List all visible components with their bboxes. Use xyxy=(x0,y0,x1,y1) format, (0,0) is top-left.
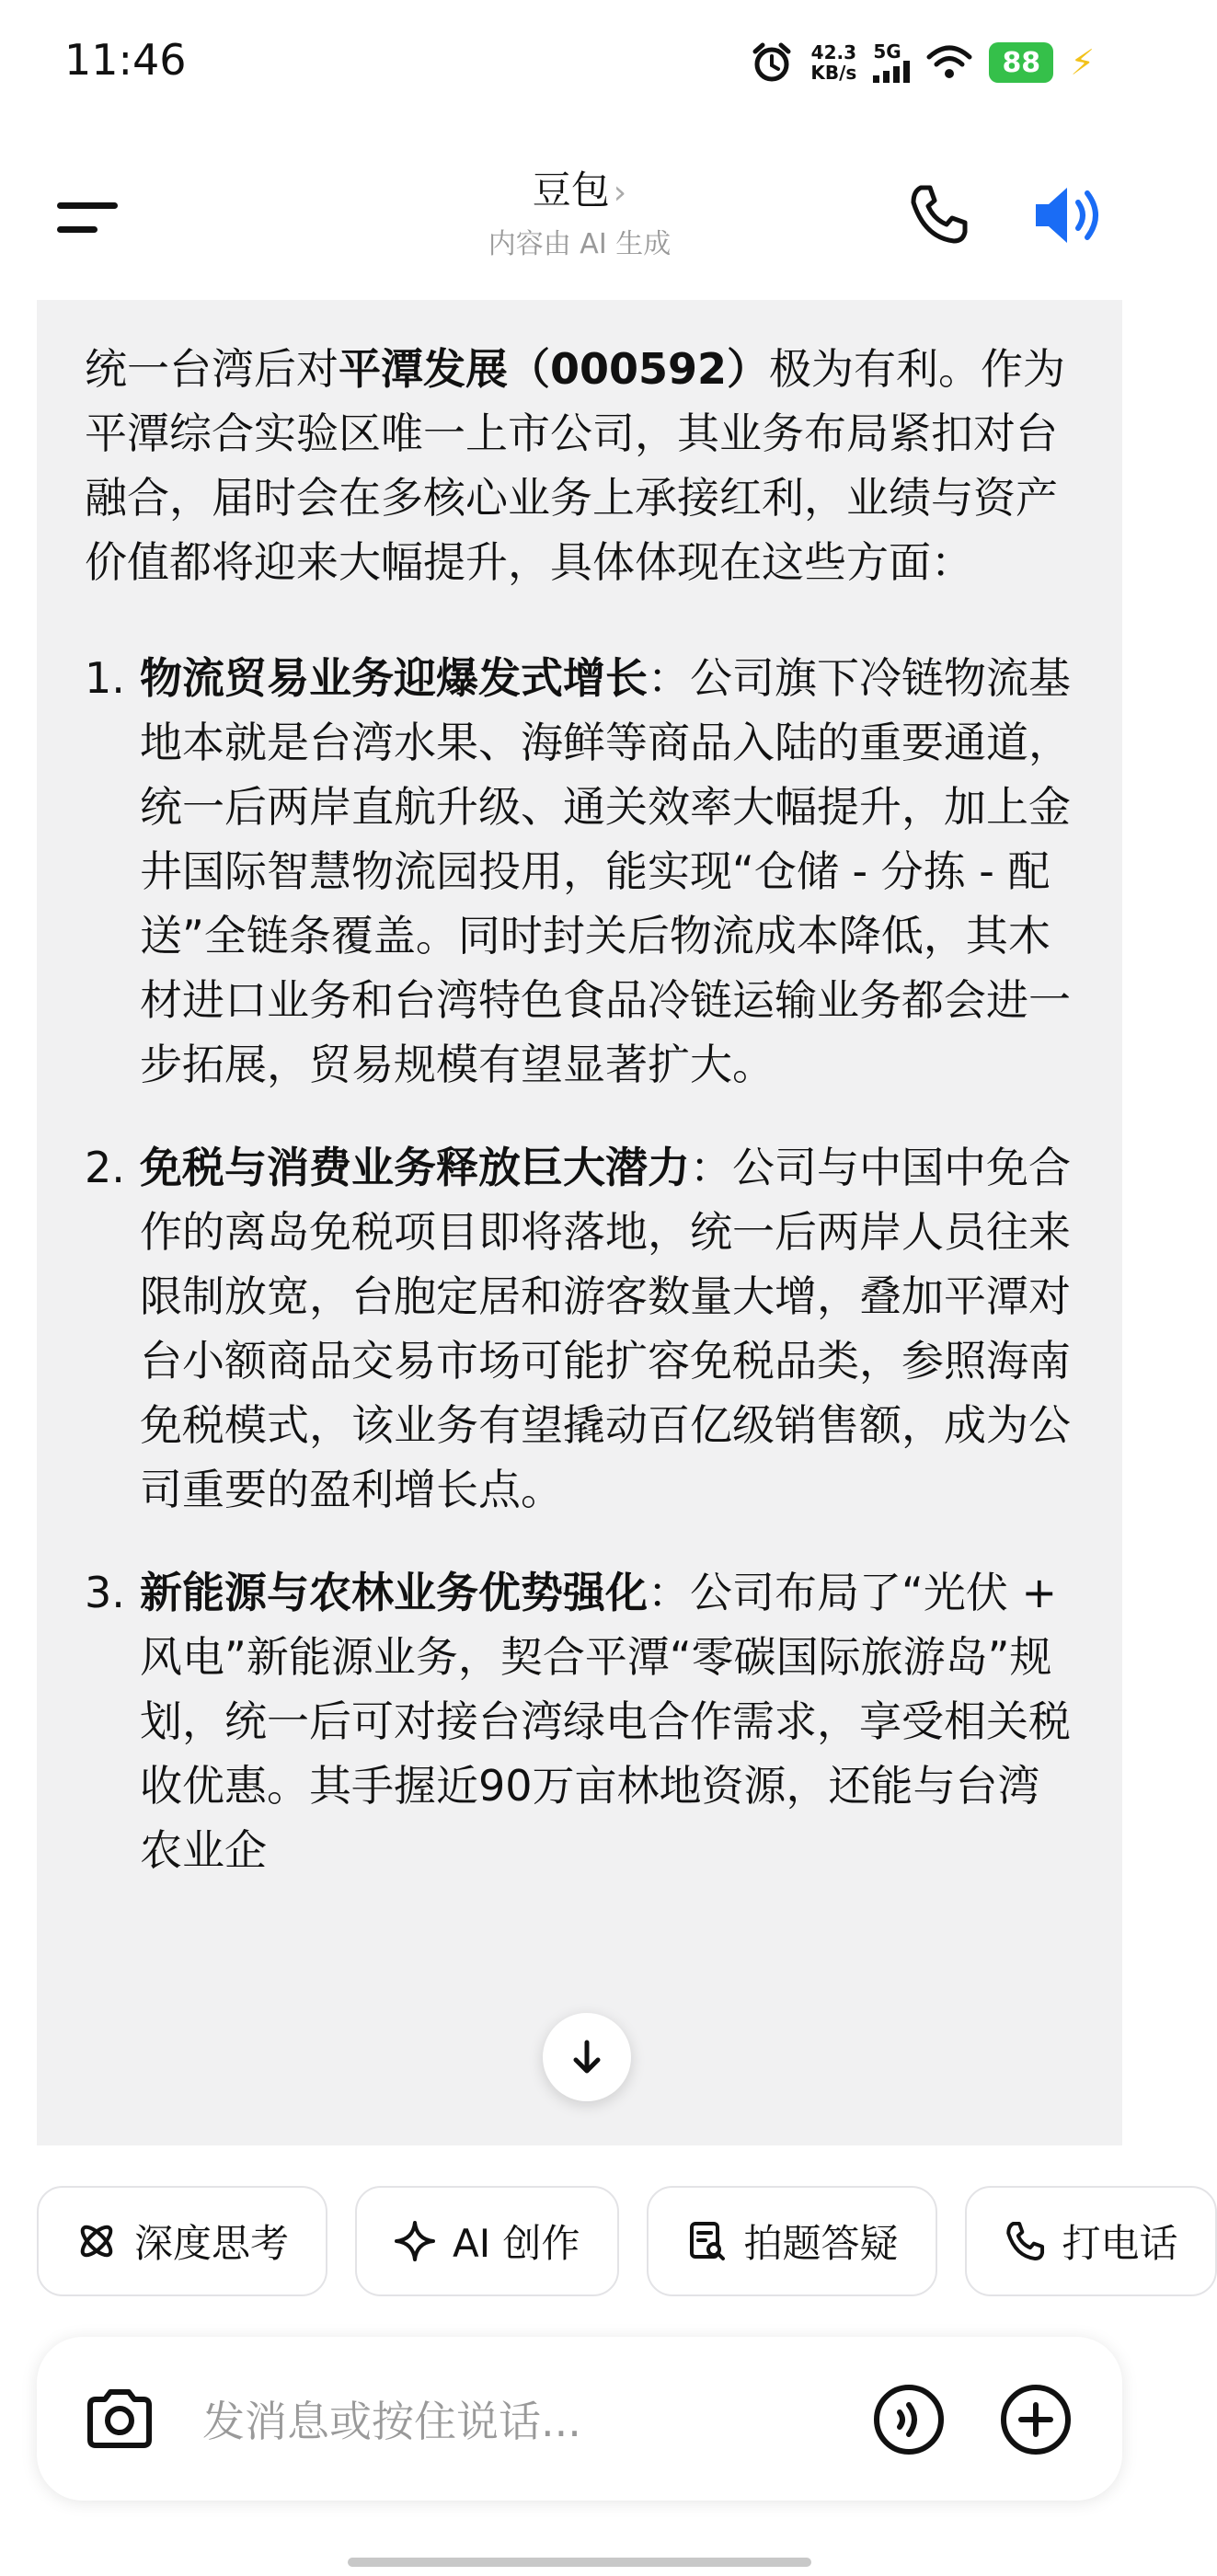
intro-suffix: 极为有利。作为平潭综合实验区唯一上市公司，其业务布局紧扣对台融合，届时会在多核心业务上承接红利，业绩与资产价值都将迎来大幅提升，具体体现在这些方面： xyxy=(85,344,1066,587)
chip-deep-think[interactable] xyxy=(37,2186,327,2296)
message-content xyxy=(85,337,1078,1921)
quick-action-chips xyxy=(37,2186,1217,2300)
intro-bold: 平潭发展（000592） xyxy=(339,344,770,394)
scan-doc-icon xyxy=(685,2220,728,2262)
list-item-heading: 免税与消费业务释放巨大潜力 xyxy=(140,1143,690,1192)
analysis-list xyxy=(85,646,1078,1882)
status-bar xyxy=(0,0,1159,129)
phone-icon xyxy=(1004,2220,1046,2262)
atom-icon xyxy=(75,2220,118,2262)
list-item-number: 3. xyxy=(85,1568,125,1617)
speaker-icon[interactable] xyxy=(1030,178,1113,252)
chevron-right-icon: › xyxy=(613,174,627,212)
ai-generated-note: 内容由 AI 生成 xyxy=(488,228,672,260)
phone-call-icon[interactable] xyxy=(906,182,970,247)
status-time: 11:46 xyxy=(64,35,187,85)
message-input[interactable]: 发消息或按住说话... xyxy=(202,2397,581,2446)
chip-phone-call[interactable] xyxy=(965,2186,1217,2296)
header-title-block[interactable] xyxy=(0,160,1159,261)
list-item xyxy=(85,1135,1078,1522)
list-item-number: 1. xyxy=(85,653,125,703)
chip-photo-question[interactable] xyxy=(647,2186,937,2296)
list-item-text: ：公司布局了“光伏 + 风电”新能源业务，契合平潭“零碳国际旅游岛”规划，统一后可对接台湾绿电合作需求，享受相关税收优惠。其手握近90万亩林地资源，还能与台湾农业企 xyxy=(140,1568,1071,1875)
intro-prefix: 统一台湾后对 xyxy=(85,344,339,394)
list-item-number: 2. xyxy=(85,1143,125,1192)
message-input-bar xyxy=(37,2337,1122,2501)
chat-header xyxy=(0,156,1159,294)
charging-icon: ⚡ xyxy=(1070,42,1095,83)
add-icon[interactable] xyxy=(999,2383,1073,2456)
list-item-heading: 物流贸易业务迎爆发式增长 xyxy=(140,653,648,703)
alarm-icon xyxy=(750,40,794,85)
net-speed-value: 42.3 xyxy=(810,41,857,63)
chip-ai-create[interactable] xyxy=(355,2186,618,2296)
chip-label: AI 创作 xyxy=(453,2221,580,2266)
wifi-icon xyxy=(926,44,972,81)
home-indicator[interactable] xyxy=(348,2558,811,2567)
page-title[interactable]: 豆包 xyxy=(532,167,610,213)
chip-label: 打电话 xyxy=(1062,2221,1178,2266)
voice-call-icon[interactable] xyxy=(872,2383,946,2456)
sparkle-icon xyxy=(394,2220,436,2262)
ai-message-card xyxy=(37,300,1122,2145)
list-item xyxy=(85,646,1078,1097)
list-item-text: ：公司与中国中免合作的离岛免税项目即将落地，统一后两岸人员往来限制放宽，台胞定居和游客数量大增，叠加平潭对台小额商品交易市场可能扩容免税品类，参照海南免税模式，该业务有望撬动百亿级销售额，成为公司重要的盈利增长点。 xyxy=(140,1143,1071,1514)
scroll-to-bottom-button[interactable] xyxy=(543,2013,631,2101)
signal-icon xyxy=(873,61,910,83)
list-item-text: ：公司旗下冷链物流基地本就是台湾水果、海鲜等商品入陆的重要通道，统一后两岸直航升级、通关效率大幅提升，加上金井国际智慧物流园投用，能实现“仓储 - 分拣 - 配送”全链条覆盖。同时封关后物流成本降低，其木材进口业务和台湾特色食品冷链运输业务都会进一步拓展，贸易规模有望显著扩大。 xyxy=(140,653,1071,1089)
signal-indicator xyxy=(873,42,910,83)
list-item-heading: 新能源与农林业务优势强化 xyxy=(140,1568,648,1617)
list-item xyxy=(85,1560,1078,1882)
message-intro xyxy=(85,337,1078,594)
net-speed-unit: KB/s xyxy=(810,62,857,84)
battery-icon: 88 xyxy=(989,42,1053,83)
arrow-down-icon xyxy=(567,2037,607,2077)
camera-icon[interactable] xyxy=(83,2383,156,2456)
chip-label: 深度思考 xyxy=(134,2221,290,2266)
net-speed xyxy=(810,42,856,83)
network-type: 5G xyxy=(873,40,901,63)
chip-label: 拍题答疑 xyxy=(743,2221,899,2266)
status-icons xyxy=(750,35,1095,90)
